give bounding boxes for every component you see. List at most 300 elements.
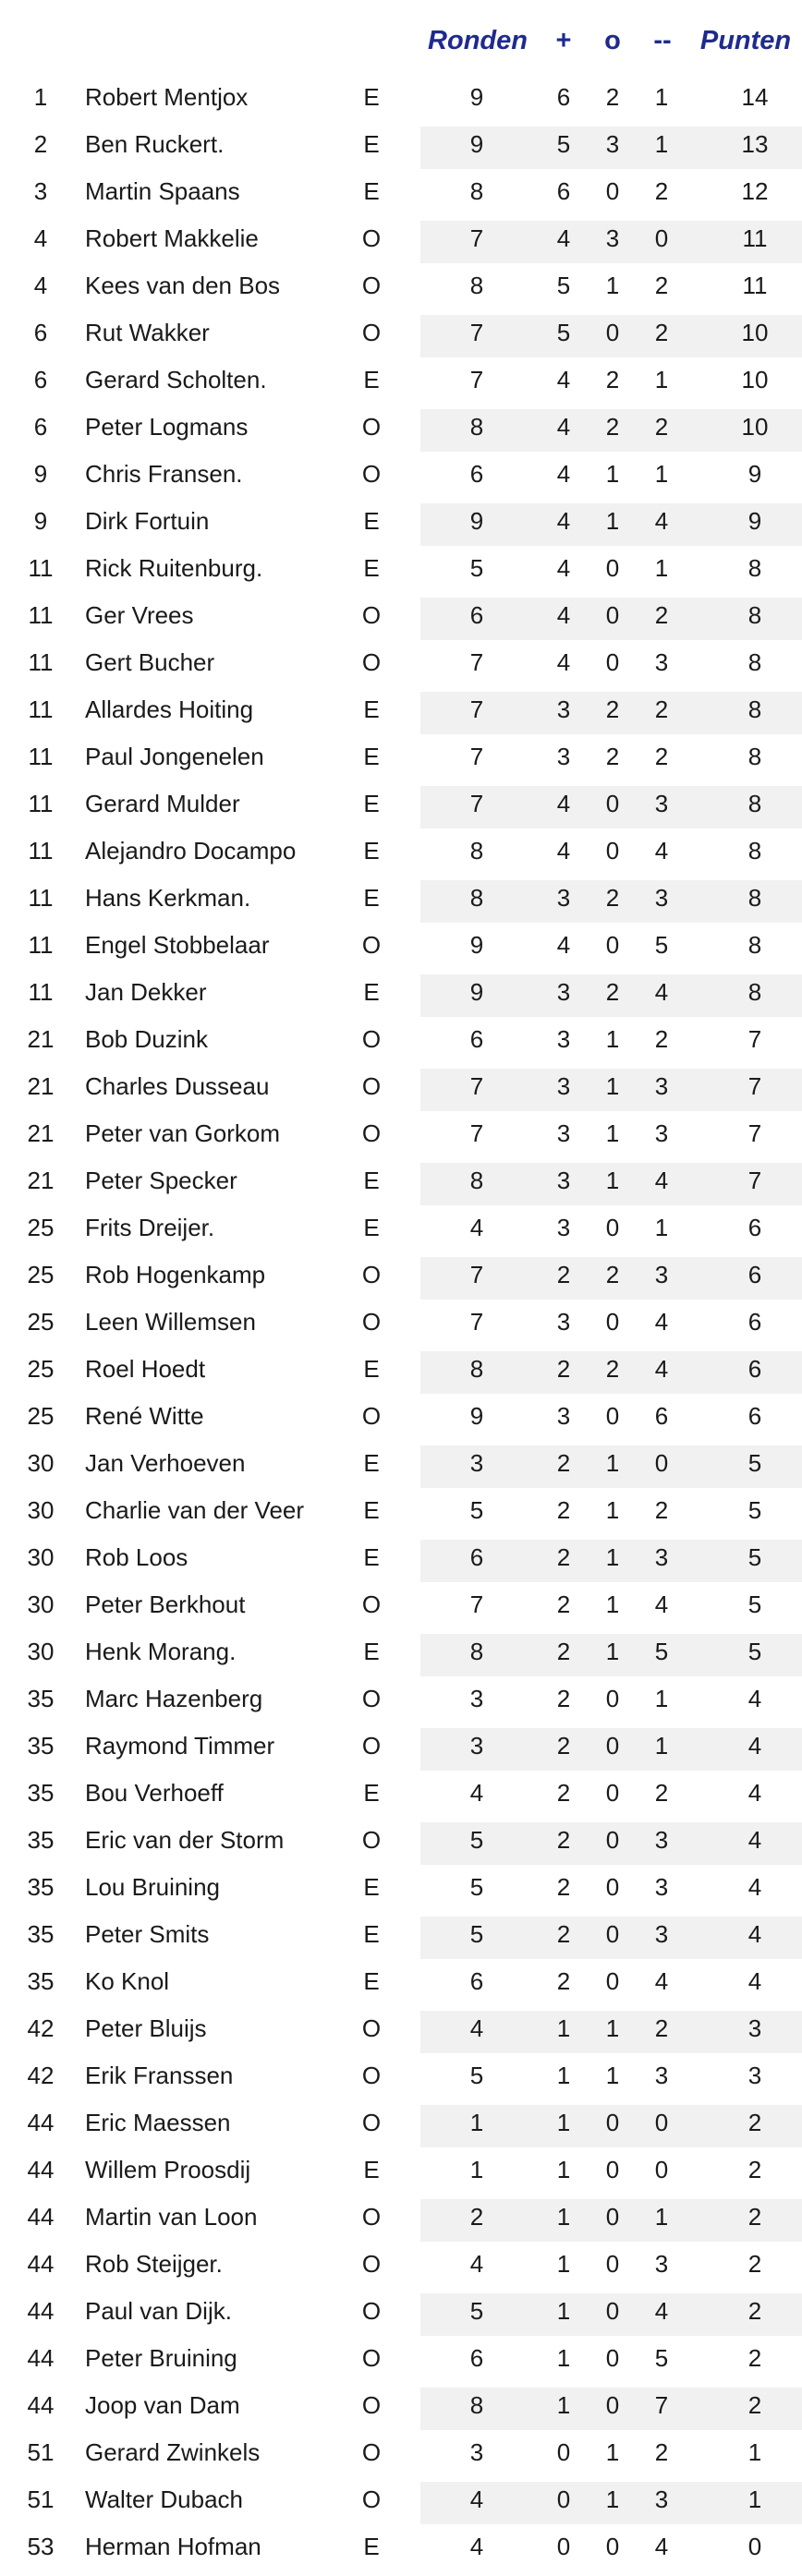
points-cell: 5 bbox=[747, 1496, 762, 1524]
rounds-cell: 5 bbox=[469, 1873, 484, 1901]
class-cell: E bbox=[363, 884, 380, 912]
player-name: Bou Verhoeff bbox=[85, 1779, 224, 1807]
losses-cell: 3 bbox=[654, 1920, 669, 1948]
losses-cell: 2 bbox=[654, 601, 669, 629]
losses-cell: 4 bbox=[654, 1355, 669, 1383]
class-cell: E bbox=[363, 554, 380, 582]
losses-cell: 2 bbox=[654, 2014, 669, 2042]
rank-cell: 3 bbox=[33, 177, 48, 205]
losses-cell: 5 bbox=[654, 2344, 669, 2372]
rounds-cell: 4 bbox=[469, 1214, 484, 1241]
wins-cell: 3 bbox=[556, 1119, 571, 1147]
class-cell: E bbox=[363, 743, 380, 770]
draws-cell: 1 bbox=[605, 1119, 620, 1147]
wins-cell: 1 bbox=[556, 2156, 571, 2183]
table-row bbox=[0, 1958, 802, 2005]
draws-cell: 2 bbox=[605, 1261, 620, 1288]
losses-cell: 2 bbox=[654, 272, 669, 299]
class-cell: E bbox=[363, 177, 380, 205]
rounds-cell: 7 bbox=[469, 319, 484, 346]
losses-cell: 1 bbox=[654, 460, 669, 488]
class-cell: O bbox=[361, 1685, 382, 1712]
rounds-cell: 7 bbox=[469, 790, 484, 817]
draws-cell: 2 bbox=[605, 366, 620, 393]
points-cell: 7 bbox=[747, 1167, 762, 1194]
rank-cell: 9 bbox=[33, 507, 48, 535]
class-cell: E bbox=[363, 1638, 380, 1665]
losses-cell: 2 bbox=[654, 413, 669, 441]
rank-cell: 35 bbox=[27, 1967, 55, 1995]
player-name: Robert Mentjox bbox=[85, 83, 249, 111]
points-cell: 2 bbox=[747, 2391, 762, 2419]
player-name: Charlie van der Veer bbox=[85, 1496, 305, 1524]
losses-cell: 3 bbox=[654, 1119, 669, 1147]
losses-cell: 3 bbox=[654, 790, 669, 817]
table-row bbox=[0, 1346, 802, 1393]
rank-cell: 25 bbox=[27, 1355, 55, 1383]
losses-cell: 3 bbox=[654, 2485, 669, 2513]
player-name: Raymond Timmer bbox=[85, 1732, 275, 1760]
losses-cell: 1 bbox=[654, 1685, 669, 1712]
table-header bbox=[0, 0, 802, 74]
player-name: Gerard Mulder bbox=[85, 790, 240, 817]
draws-cell: 2 bbox=[605, 978, 620, 1006]
wins-cell: 0 bbox=[556, 2438, 571, 2466]
draws-cell: 0 bbox=[605, 648, 620, 676]
rank-cell: 6 bbox=[33, 413, 48, 441]
losses-cell: 7 bbox=[654, 2391, 669, 2419]
rounds-cell: 7 bbox=[469, 224, 484, 252]
player-name: Eric van der Storm bbox=[85, 1826, 285, 1854]
rounds-cell: 3 bbox=[469, 1449, 484, 1477]
rank-cell: 51 bbox=[27, 2485, 55, 2513]
table-row bbox=[0, 2005, 802, 2052]
rank-cell: 30 bbox=[27, 1449, 55, 1477]
player-name: Herman Hofman bbox=[85, 2533, 261, 2560]
table-row bbox=[0, 780, 802, 828]
points-cell: 1 bbox=[747, 2485, 762, 2513]
points-cell: 4 bbox=[747, 1826, 762, 1854]
player-name: Bob Duzink bbox=[85, 1025, 208, 1053]
player-name: Peter Bruining bbox=[85, 2344, 237, 2372]
class-cell: E bbox=[363, 1167, 380, 1194]
wins-cell: 1 bbox=[556, 2391, 571, 2419]
player-name: Rut Wakker bbox=[85, 319, 210, 346]
class-cell: O bbox=[361, 2391, 382, 2419]
draws-cell: 2 bbox=[605, 884, 620, 912]
draws-cell: 1 bbox=[605, 460, 620, 488]
rounds-cell: 1 bbox=[469, 2156, 484, 2183]
table-row bbox=[0, 2382, 802, 2429]
player-name: Jan Dekker bbox=[85, 978, 207, 1006]
wins-cell: 1 bbox=[556, 2109, 571, 2136]
class-cell: O bbox=[361, 2297, 382, 2325]
points-cell: 10 bbox=[741, 366, 769, 393]
rank-cell: 44 bbox=[27, 2203, 55, 2231]
player-name: Walter Dubach bbox=[85, 2485, 243, 2513]
draws-cell: 1 bbox=[605, 1590, 620, 1618]
rounds-cell: 9 bbox=[469, 931, 484, 959]
class-cell: E bbox=[363, 1355, 380, 1383]
player-name: René Witte bbox=[85, 1402, 204, 1430]
rounds-cell: 9 bbox=[469, 1402, 484, 1430]
points-cell: 10 bbox=[741, 319, 769, 346]
class-cell: E bbox=[363, 507, 380, 535]
class-cell: E bbox=[363, 1779, 380, 1807]
table-row bbox=[0, 1770, 802, 1817]
points-cell: 0 bbox=[747, 2533, 762, 2560]
player-name: Eric Maessen bbox=[85, 2109, 231, 2136]
standings-table bbox=[0, 74, 802, 2570]
player-name: Joop van Dam bbox=[85, 2391, 240, 2419]
rank-cell: 35 bbox=[27, 1779, 55, 1807]
points-cell: 9 bbox=[747, 507, 762, 535]
class-cell: E bbox=[363, 83, 380, 111]
draws-cell: 0 bbox=[605, 319, 620, 346]
rank-cell: 11 bbox=[28, 554, 54, 582]
losses-cell: 0 bbox=[654, 1449, 669, 1477]
wins-cell: 5 bbox=[556, 272, 571, 299]
losses-cell: 2 bbox=[654, 2438, 669, 2466]
rank-cell: 35 bbox=[27, 1873, 55, 1901]
draws-cell: 1 bbox=[605, 1638, 620, 1665]
points-cell: 13 bbox=[741, 130, 769, 158]
wins-cell: 2 bbox=[556, 1590, 571, 1618]
losses-cell: 4 bbox=[654, 1590, 669, 1618]
rank-cell: 21 bbox=[27, 1025, 55, 1053]
losses-cell: 1 bbox=[654, 2203, 669, 2231]
rounds-cell: 8 bbox=[469, 837, 484, 865]
points-cell: 7 bbox=[747, 1119, 762, 1147]
rank-cell: 30 bbox=[27, 1496, 55, 1524]
wins-cell: 3 bbox=[556, 1025, 571, 1053]
points-cell: 2 bbox=[747, 2297, 762, 2325]
draws-cell: 1 bbox=[605, 1072, 620, 1100]
points-cell: 5 bbox=[747, 1590, 762, 1618]
draws-cell: 0 bbox=[605, 2297, 620, 2325]
player-name: Martin Spaans bbox=[85, 177, 240, 205]
draws-cell: 3 bbox=[605, 130, 620, 158]
rounds-cell: 8 bbox=[469, 272, 484, 299]
player-name: Ben Ruckert. bbox=[85, 130, 225, 158]
draws-cell: 1 bbox=[605, 507, 620, 535]
points-cell: 11 bbox=[742, 272, 768, 299]
rank-cell: 44 bbox=[27, 2250, 55, 2278]
wins-cell: 1 bbox=[556, 2297, 571, 2325]
player-name: Hans Kerkman. bbox=[85, 884, 251, 912]
losses-cell: 3 bbox=[654, 2062, 669, 2089]
player-name: Martin van Loon bbox=[85, 2203, 258, 2231]
rank-cell: 21 bbox=[27, 1072, 55, 1100]
rank-cell: 44 bbox=[27, 2156, 55, 2183]
rounds-cell: 2 bbox=[469, 2203, 484, 2231]
table-row bbox=[0, 2194, 802, 2241]
points-cell: 2 bbox=[747, 2203, 762, 2231]
header-rounds: Ronden bbox=[428, 26, 528, 55]
rounds-cell: 7 bbox=[469, 743, 484, 770]
class-cell: O bbox=[361, 648, 382, 676]
wins-cell: 3 bbox=[556, 1402, 571, 1430]
player-name: Peter Bluijs bbox=[85, 2014, 207, 2042]
rounds-cell: 1 bbox=[469, 2109, 484, 2136]
table-row bbox=[0, 262, 802, 309]
table-row bbox=[0, 2241, 802, 2288]
draws-cell: 0 bbox=[605, 2250, 620, 2278]
points-cell: 8 bbox=[747, 790, 762, 817]
rank-cell: 53 bbox=[27, 2533, 55, 2560]
class-cell: O bbox=[361, 272, 382, 299]
table-row bbox=[0, 357, 802, 404]
class-cell: E bbox=[363, 1920, 380, 1948]
wins-cell: 2 bbox=[556, 1732, 571, 1760]
player-name: Rob Hogenkamp bbox=[85, 1261, 266, 1288]
player-name: Ko Knol bbox=[85, 1967, 170, 1995]
losses-cell: 5 bbox=[654, 1638, 669, 1665]
table-row bbox=[0, 686, 802, 733]
wins-cell: 1 bbox=[556, 2014, 571, 2042]
rounds-cell: 6 bbox=[469, 1025, 484, 1053]
losses-cell: 0 bbox=[654, 2109, 669, 2136]
wins-cell: 1 bbox=[556, 2344, 571, 2372]
draws-cell: 2 bbox=[605, 413, 620, 441]
rank-cell: 25 bbox=[27, 1308, 55, 1336]
table-row bbox=[0, 1157, 802, 1204]
rank-cell: 44 bbox=[27, 2344, 55, 2372]
player-name: Erik Franssen bbox=[85, 2062, 234, 2089]
class-cell: O bbox=[361, 1261, 382, 1288]
points-cell: 8 bbox=[747, 884, 762, 912]
rank-cell: 35 bbox=[27, 1920, 55, 1948]
points-cell: 10 bbox=[741, 413, 769, 441]
rank-cell: 51 bbox=[27, 2438, 55, 2466]
rounds-cell: 7 bbox=[469, 648, 484, 676]
draws-cell: 1 bbox=[605, 272, 620, 299]
rounds-cell: 4 bbox=[469, 2014, 484, 2042]
draws-cell: 0 bbox=[605, 1402, 620, 1430]
points-cell: 9 bbox=[747, 460, 762, 488]
class-cell: O bbox=[361, 1826, 382, 1854]
class-cell: O bbox=[361, 2344, 382, 2372]
points-cell: 6 bbox=[747, 1355, 762, 1383]
wins-cell: 2 bbox=[556, 1449, 571, 1477]
points-cell: 8 bbox=[747, 743, 762, 770]
wins-cell: 2 bbox=[556, 1873, 571, 1901]
draws-cell: 0 bbox=[605, 2391, 620, 2419]
table-row bbox=[0, 309, 802, 357]
rounds-cell: 5 bbox=[469, 2297, 484, 2325]
wins-cell: 2 bbox=[556, 1779, 571, 1807]
losses-cell: 1 bbox=[654, 83, 669, 111]
table-row bbox=[0, 1110, 802, 1157]
class-cell: O bbox=[361, 319, 382, 346]
points-cell: 11 bbox=[742, 224, 768, 252]
rank-cell: 42 bbox=[27, 2062, 55, 2089]
draws-cell: 0 bbox=[605, 177, 620, 205]
draws-cell: 3 bbox=[605, 224, 620, 252]
wins-cell: 3 bbox=[556, 695, 571, 723]
wins-cell: 2 bbox=[556, 1685, 571, 1712]
class-cell: E bbox=[363, 695, 380, 723]
wins-cell: 0 bbox=[556, 2485, 571, 2513]
rounds-cell: 6 bbox=[469, 601, 484, 629]
table-row bbox=[0, 1299, 802, 1346]
wins-cell: 2 bbox=[556, 1967, 571, 1995]
draws-cell: 0 bbox=[605, 554, 620, 582]
losses-cell: 5 bbox=[654, 931, 669, 959]
points-cell: 1 bbox=[747, 2438, 762, 2466]
rounds-cell: 7 bbox=[469, 1590, 484, 1618]
player-name: Peter Specker bbox=[85, 1167, 237, 1194]
wins-cell: 4 bbox=[556, 554, 571, 582]
rounds-cell: 8 bbox=[469, 884, 484, 912]
points-cell: 8 bbox=[747, 648, 762, 676]
rounds-cell: 8 bbox=[469, 2391, 484, 2419]
table-row bbox=[0, 733, 802, 780]
points-cell: 6 bbox=[747, 1402, 762, 1430]
rank-cell: 4 bbox=[33, 224, 48, 252]
rounds-cell: 9 bbox=[469, 507, 484, 535]
table-row bbox=[0, 1817, 802, 1864]
draws-cell: 1 bbox=[605, 1025, 620, 1053]
player-name: Charles Dusseau bbox=[85, 1072, 270, 1100]
player-name: Ger Vrees bbox=[85, 601, 194, 629]
wins-cell: 4 bbox=[556, 507, 571, 535]
rank-cell: 44 bbox=[27, 2391, 55, 2419]
player-name: Jan Verhoeven bbox=[85, 1449, 246, 1477]
player-name: Frits Dreijer. bbox=[85, 1214, 215, 1241]
draws-cell: 0 bbox=[605, 931, 620, 959]
rounds-cell: 9 bbox=[469, 83, 484, 111]
table-row bbox=[0, 1911, 802, 1958]
points-cell: 6 bbox=[747, 1214, 762, 1241]
class-cell: E bbox=[363, 366, 380, 393]
rounds-cell: 7 bbox=[469, 695, 484, 723]
table-row bbox=[0, 2429, 802, 2476]
rank-cell: 44 bbox=[27, 2109, 55, 2136]
rank-cell: 30 bbox=[27, 1543, 55, 1571]
rounds-cell: 3 bbox=[469, 1732, 484, 1760]
table-row bbox=[0, 2052, 802, 2099]
wins-cell: 4 bbox=[556, 601, 571, 629]
wins-cell: 6 bbox=[556, 83, 571, 111]
points-cell: 2 bbox=[747, 2344, 762, 2372]
rounds-cell: 7 bbox=[469, 366, 484, 393]
table-row bbox=[0, 1723, 802, 1770]
player-name: Peter van Gorkom bbox=[85, 1119, 280, 1147]
table-row bbox=[0, 168, 802, 215]
rank-cell: 4 bbox=[33, 272, 48, 299]
class-cell: O bbox=[361, 2485, 382, 2513]
player-name: Lou Bruining bbox=[85, 1873, 220, 1901]
losses-cell: 4 bbox=[654, 1167, 669, 1194]
points-cell: 14 bbox=[741, 83, 769, 111]
losses-cell: 1 bbox=[654, 554, 669, 582]
class-cell: E bbox=[363, 1967, 380, 1995]
draws-cell: 0 bbox=[605, 2533, 620, 2560]
rounds-cell: 8 bbox=[469, 1638, 484, 1665]
draws-cell: 0 bbox=[605, 1308, 620, 1336]
losses-cell: 4 bbox=[654, 978, 669, 1006]
table-row bbox=[0, 1534, 802, 1581]
rounds-cell: 6 bbox=[469, 1543, 484, 1571]
rounds-cell: 5 bbox=[469, 1826, 484, 1854]
table-row bbox=[0, 1063, 802, 1110]
draws-cell: 2 bbox=[605, 1355, 620, 1383]
table-row bbox=[0, 215, 802, 262]
draws-cell: 0 bbox=[605, 1967, 620, 1995]
rank-cell: 9 bbox=[33, 460, 48, 488]
wins-cell: 2 bbox=[556, 1826, 571, 1854]
table-row bbox=[0, 498, 802, 545]
wins-cell: 3 bbox=[556, 978, 571, 1006]
draws-cell: 0 bbox=[605, 1732, 620, 1760]
header-plus: + bbox=[555, 26, 572, 55]
draws-cell: 0 bbox=[605, 1873, 620, 1901]
table-row bbox=[0, 1675, 802, 1723]
points-cell: 4 bbox=[747, 1779, 762, 1807]
player-name: Peter Logmans bbox=[85, 413, 249, 441]
losses-cell: 1 bbox=[654, 1732, 669, 1760]
class-cell: O bbox=[361, 1025, 382, 1053]
points-cell: 2 bbox=[747, 2250, 762, 2278]
table-row bbox=[0, 1628, 802, 1675]
losses-cell: 0 bbox=[654, 224, 669, 252]
player-name: Roel Hoedt bbox=[85, 1355, 206, 1383]
wins-cell: 0 bbox=[556, 2533, 571, 2560]
draws-cell: 0 bbox=[605, 1920, 620, 1948]
rounds-cell: 7 bbox=[469, 1261, 484, 1288]
points-cell: 4 bbox=[747, 1967, 762, 1995]
draws-cell: 2 bbox=[605, 83, 620, 111]
draws-cell: 0 bbox=[605, 2109, 620, 2136]
rounds-cell: 4 bbox=[469, 2485, 484, 2513]
class-cell: E bbox=[363, 1496, 380, 1524]
wins-cell: 6 bbox=[556, 177, 571, 205]
table-row bbox=[0, 404, 802, 451]
rank-cell: 11 bbox=[28, 931, 54, 959]
player-name: Alejandro Docampo bbox=[85, 837, 297, 865]
losses-cell: 3 bbox=[654, 2250, 669, 2278]
player-name: Robert Makkelie bbox=[85, 224, 259, 252]
wins-cell: 4 bbox=[556, 413, 571, 441]
wins-cell: 2 bbox=[556, 1355, 571, 1383]
losses-cell: 3 bbox=[654, 1543, 669, 1571]
losses-cell: 1 bbox=[654, 1214, 669, 1241]
class-cell: E bbox=[363, 1873, 380, 1901]
player-name: Willem Proosdij bbox=[85, 2156, 251, 2183]
rank-cell: 11 bbox=[28, 743, 54, 770]
table-row bbox=[0, 1204, 802, 1252]
draws-cell: 0 bbox=[605, 1214, 620, 1241]
points-cell: 8 bbox=[747, 695, 762, 723]
player-name: Peter Berkhout bbox=[85, 1590, 246, 1618]
losses-cell: 2 bbox=[654, 695, 669, 723]
class-cell: O bbox=[361, 1402, 382, 1430]
wins-cell: 3 bbox=[556, 743, 571, 770]
class-cell: E bbox=[363, 2533, 380, 2560]
rank-cell: 11 bbox=[28, 790, 54, 817]
points-cell: 4 bbox=[747, 1732, 762, 1760]
class-cell: O bbox=[361, 1119, 382, 1147]
table-row bbox=[0, 451, 802, 498]
table-row bbox=[0, 545, 802, 592]
player-name: Rob Steijger. bbox=[85, 2250, 223, 2278]
losses-cell: 3 bbox=[654, 648, 669, 676]
class-cell: O bbox=[361, 931, 382, 959]
draws-cell: 1 bbox=[605, 2014, 620, 2042]
table-row bbox=[0, 2523, 802, 2570]
losses-cell: 3 bbox=[654, 1873, 669, 1901]
